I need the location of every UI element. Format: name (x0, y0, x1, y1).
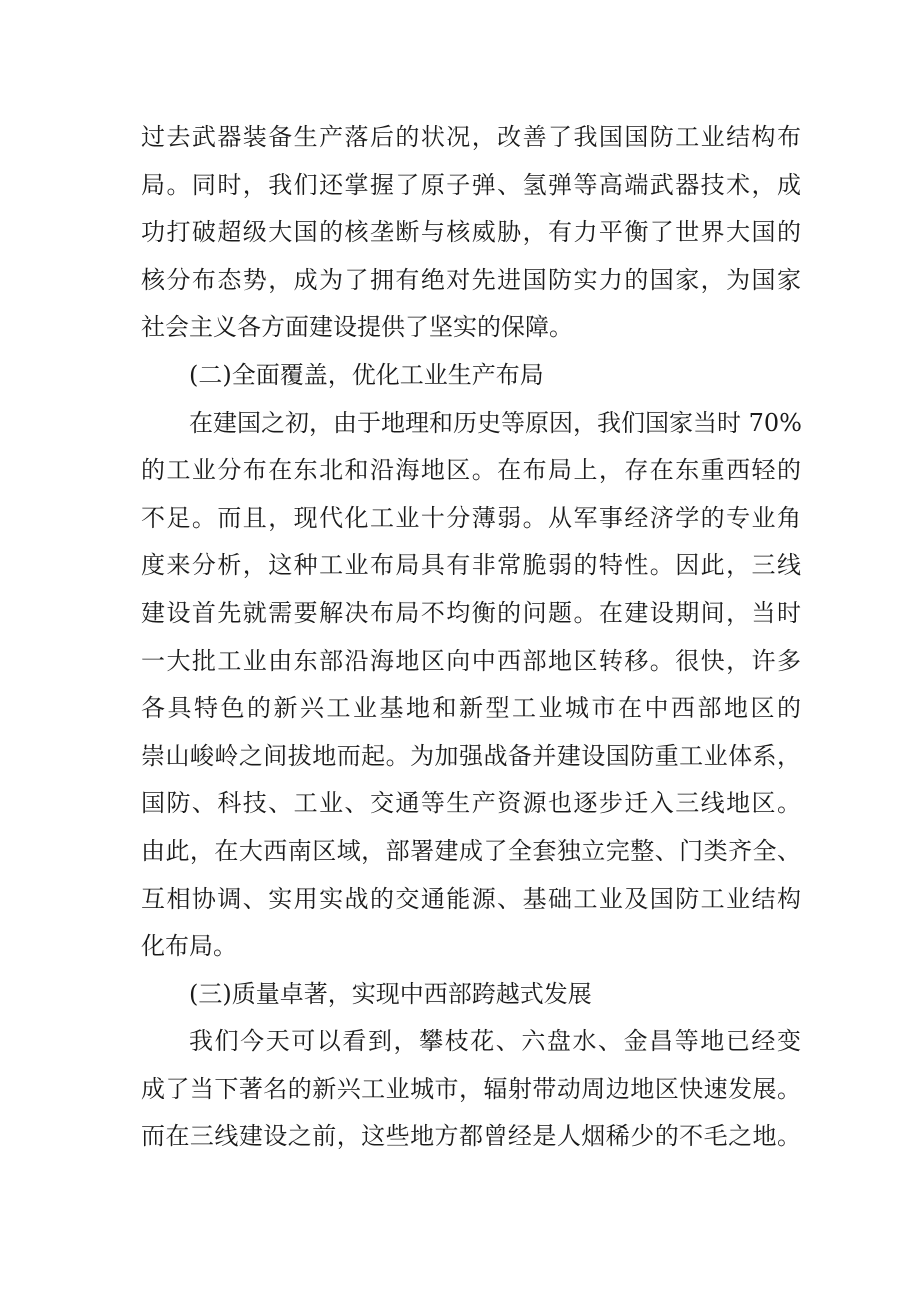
text-line: 功打破超级大国的核垄断与核威胁，有力平衡了世界大国的 (141, 218, 801, 247)
heading-text: (三)质量卓著，实现中西部跨越式发展 (189, 979, 592, 1008)
text-line: 在建国之初，由于地理和历史等原因，我们国家当时 70% (189, 408, 802, 437)
document-body (141, 114, 801, 1161)
body-paragraph (141, 114, 801, 352)
text-line: 而在三线建设之前，这些地方都曾经是人烟稀少的不毛之地。 (141, 1122, 801, 1151)
text-line: 各具特色的新兴工业基地和新型工业城市在中西部地区的 (141, 694, 801, 723)
text-line: 局。同时，我们还掌握了原子弹、氢弹等高端武器技术，成 (141, 170, 801, 199)
text-line: 过去武器装备生产落后的状况，改善了我国国防工业结构布 (141, 123, 801, 151)
text-line: 化布局。 (141, 932, 237, 961)
text-line: 成了当下著名的新兴工业城市，辐射带动周边地区快速发展。 (141, 1074, 801, 1103)
text-line: 的工业分布在东北和沿海地区。在布局上，存在东重西轻的 (141, 456, 801, 485)
heading-text: (二)全面覆盖，优化工业生产布局 (189, 360, 544, 389)
section-heading (141, 971, 801, 1019)
text-line: 建设首先就需要解决布局不均衡的问题。在建设期间，当时 (141, 598, 801, 627)
text-line: 一大批工业由东部沿海地区向中西部地区转移。很快，许多 (141, 646, 801, 675)
text-line: 不足。而且，现代化工业十分薄弱。从军事经济学的专业角 (141, 503, 801, 532)
text-line: 度来分析，这种工业布局具有非常脆弱的特性。因此，三线 (141, 551, 801, 580)
body-paragraph (141, 1018, 801, 1161)
text-line: 崇山峻岭之间拔地而起。为加强战备并建设国防重工业体系， (141, 741, 801, 770)
text-line: 核分布态势，成为了拥有绝对先进国防实力的国家，为国家 (141, 265, 801, 294)
section-heading (141, 352, 801, 400)
text-line: 社会主义各方面建设提供了坚实的保障。 (141, 313, 573, 342)
text-line: 互相协调、实用实战的交通能源、基础工业及国防工业结构 (141, 884, 801, 913)
text-line: 国防、科技、工业、交通等生产资源也逐步迁入三线地区。 (141, 789, 801, 818)
text-line: 我们今天可以看到，攀枝花、六盘水、金昌等地已经变 (189, 1027, 801, 1056)
text-line: 由此，在大西南区域，部署建成了全套独立完整、门类齐全、 (141, 836, 801, 865)
body-paragraph (141, 400, 801, 971)
